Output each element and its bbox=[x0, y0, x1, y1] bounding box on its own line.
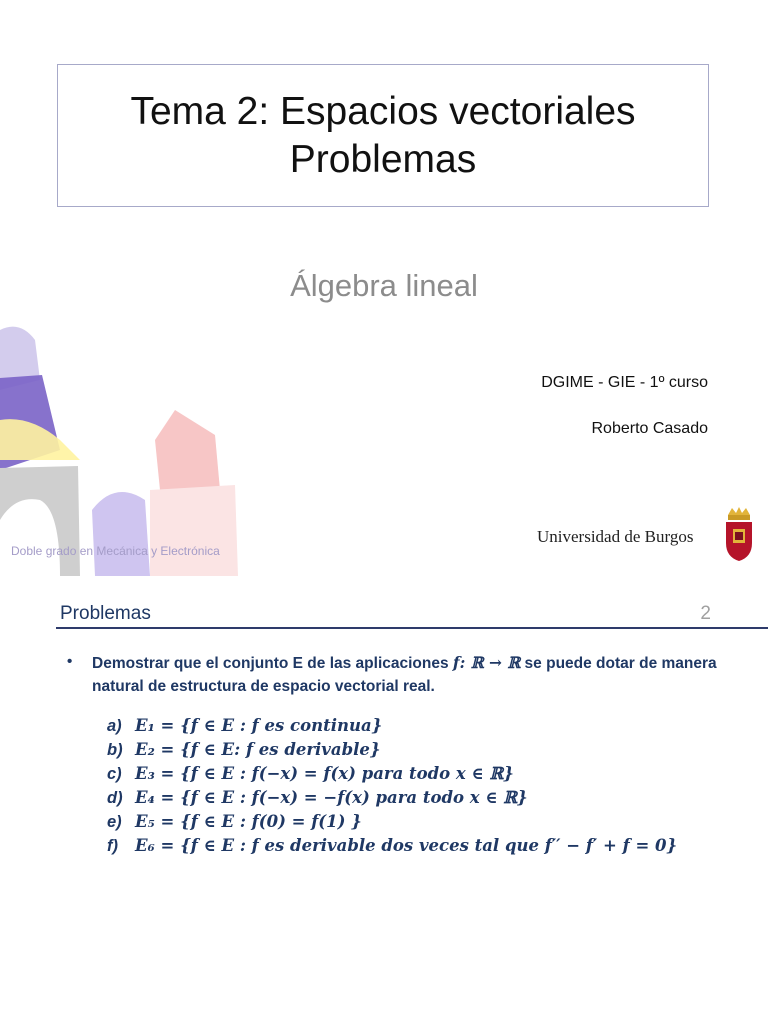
list-item bbox=[107, 716, 677, 740]
statement-text-1: Demostrar que el conjunto E de las aplicaciones bbox=[92, 655, 453, 672]
item-label: f) bbox=[107, 837, 118, 855]
title-line-2: Problemas bbox=[289, 137, 477, 181]
course-info: DGIME - GIE - 1º curso bbox=[541, 374, 708, 391]
statement-math: f: ℝ → ℝ bbox=[452, 653, 521, 672]
title-box bbox=[57, 64, 709, 207]
bullet-marker: • bbox=[67, 653, 73, 670]
problem-statement bbox=[92, 651, 732, 698]
item-text: E₄ = {f ∈ E : f(−x) = −f(x) para todo x ∈ ℝ} bbox=[135, 788, 528, 807]
item-label: c) bbox=[107, 765, 122, 783]
problems-slide bbox=[0, 590, 768, 1024]
list-item bbox=[107, 764, 677, 788]
author-name: Roberto Casado bbox=[591, 420, 708, 437]
title-line-1: Tema 2: Espacios vectoriales bbox=[130, 89, 636, 133]
item-label: e) bbox=[107, 813, 122, 831]
decorative-background-shapes bbox=[0, 320, 240, 576]
item-text: E₁ = {f ∈ E : f es continua} bbox=[135, 716, 383, 735]
subtitle: Álgebra lineal bbox=[290, 268, 478, 303]
slide-number: 2 bbox=[700, 603, 711, 624]
subset-list bbox=[107, 716, 677, 860]
item-label: d) bbox=[107, 789, 123, 807]
title-divider bbox=[56, 627, 768, 629]
list-item bbox=[107, 788, 677, 812]
university-name: Universidad de Burgos bbox=[537, 527, 694, 546]
item-text: E₃ = {f ∈ E : f(−x) = f(x) para todo x ∈ ℝ} bbox=[135, 764, 514, 783]
item-label: a) bbox=[107, 717, 122, 735]
item-text: E₆ = {f ∈ E : f es derivable dos veces tal que f′′ − f′ + f = 0} bbox=[135, 836, 678, 855]
university-crest-icon bbox=[722, 505, 756, 563]
item-text: E₂ = {f ∈ E: f es derivable} bbox=[135, 740, 381, 759]
list-item bbox=[107, 836, 677, 860]
slide-title: Problemas bbox=[60, 603, 151, 624]
statement-text-2: se puede dotar de manera natural de estructura de espacio vectorial real. bbox=[92, 655, 717, 695]
footer-degree: Doble grado en Mecánica y Electrónica bbox=[11, 544, 220, 558]
item-label: b) bbox=[107, 741, 123, 759]
list-item bbox=[107, 812, 677, 836]
list-item bbox=[107, 740, 677, 764]
item-text: E₅ = {f ∈ E : f(0) = f(1) } bbox=[135, 812, 362, 831]
